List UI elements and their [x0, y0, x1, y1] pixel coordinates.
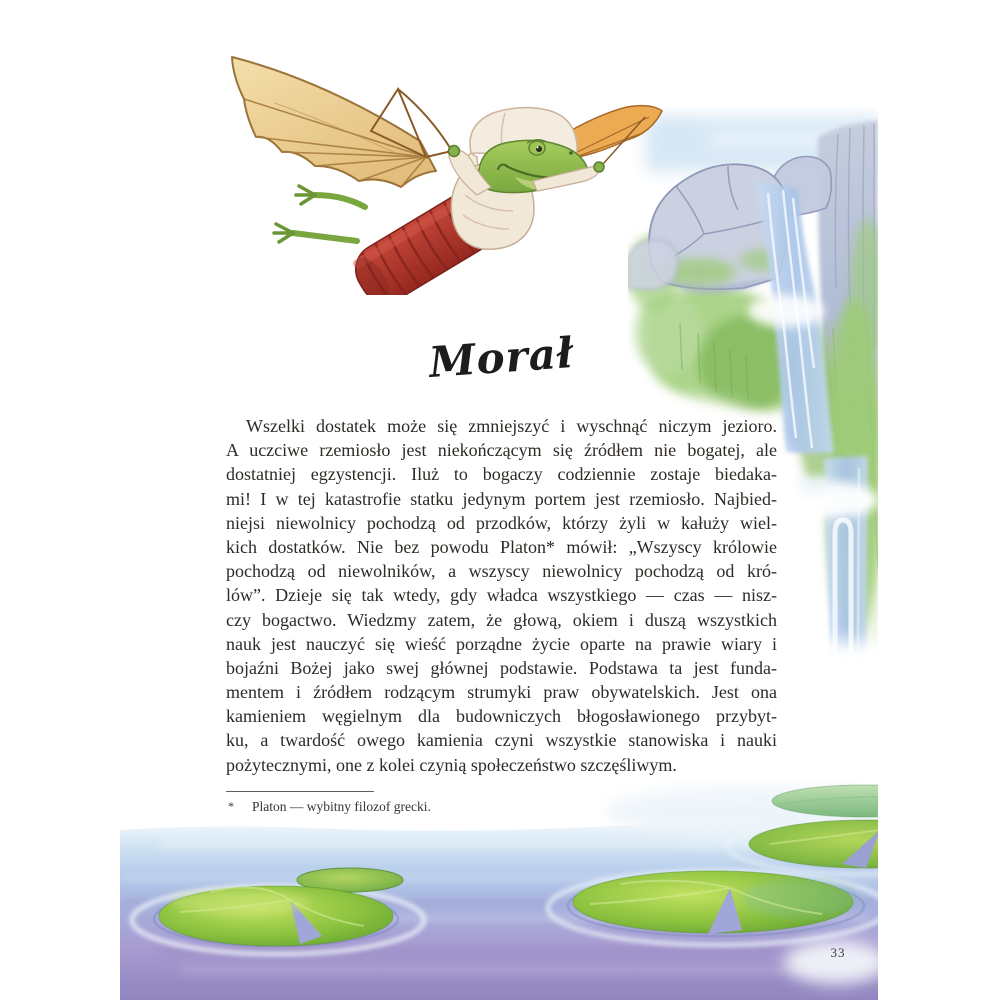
footnote	[228, 799, 648, 815]
text-line: mi! I w tej katastrofie statku jedynym portem jest rzemiosło. Najbied-	[226, 488, 777, 509]
text-line: pożytecznymi, one z kolei czynią społeczeństwo szczęśliwym.	[226, 754, 677, 775]
text-line: nauk jest nauczyć się wieść porządne życie oparte na prawie wiary i	[226, 633, 777, 654]
chapter-title: Morał	[427, 328, 576, 387]
text-line: niejsi niewolnicy pochodzą od przodków, którzy żyli w kałuży wiel-	[226, 512, 777, 533]
frog-right-hand	[594, 162, 604, 172]
left-wing	[232, 57, 452, 187]
story-text	[226, 414, 777, 777]
text-line: kamieniem węgielnym dla budowniczych błogosławionego przybyt-	[226, 706, 777, 727]
frog-left-hand	[449, 146, 460, 157]
flying-frog-illustration	[215, 45, 675, 295]
frog-legs	[274, 186, 365, 242]
text-line: pochodzą od niewolników, a wszyscy niewolnicy pochodzą od kró-	[226, 561, 777, 582]
text-line: mentem i źródłem rodzącym strumyki praw obywatelskich. Jest ona	[226, 682, 777, 703]
text-line: czy bogactwo. Wiedzmy zatem, że głową, okiem i duszą wszystkich	[226, 609, 777, 630]
lily-pad	[159, 886, 393, 946]
text-line: lów”. Dzieje się tak wtedy, gdy władca wszystkiego — czas — nisz-	[226, 585, 777, 606]
text-line: A uczciwe rzemiosło jest niekończącym się źródłem nie bogatej, ale	[226, 440, 777, 461]
footnote-marker: *	[228, 799, 234, 813]
text-line: Wszelki dostatek może się zmniejszyć i wyschnąć niczym jezioro.	[246, 416, 777, 436]
frog-nostril	[569, 151, 573, 155]
text-line: bojaźni Bożej jako swej głównej podstawie. Podstawa ta jest funda-	[226, 657, 777, 678]
text-line: kich dostatków. Nie bez powodu Platon* mówił: „Wszyscy królowie	[226, 536, 777, 557]
page-number: 33	[830, 945, 846, 960]
text-line: ku, a twardość owego kamienia czyni wszystkie stanowiska i nauki	[226, 730, 777, 751]
footnote-rule	[226, 791, 374, 792]
footnote-text: Platon — wybitny filozof grecki.	[252, 799, 431, 814]
text-line: dostatniej egzystencji. Iluż to bogaczy codziennie zostaje biedaka-	[226, 464, 777, 485]
